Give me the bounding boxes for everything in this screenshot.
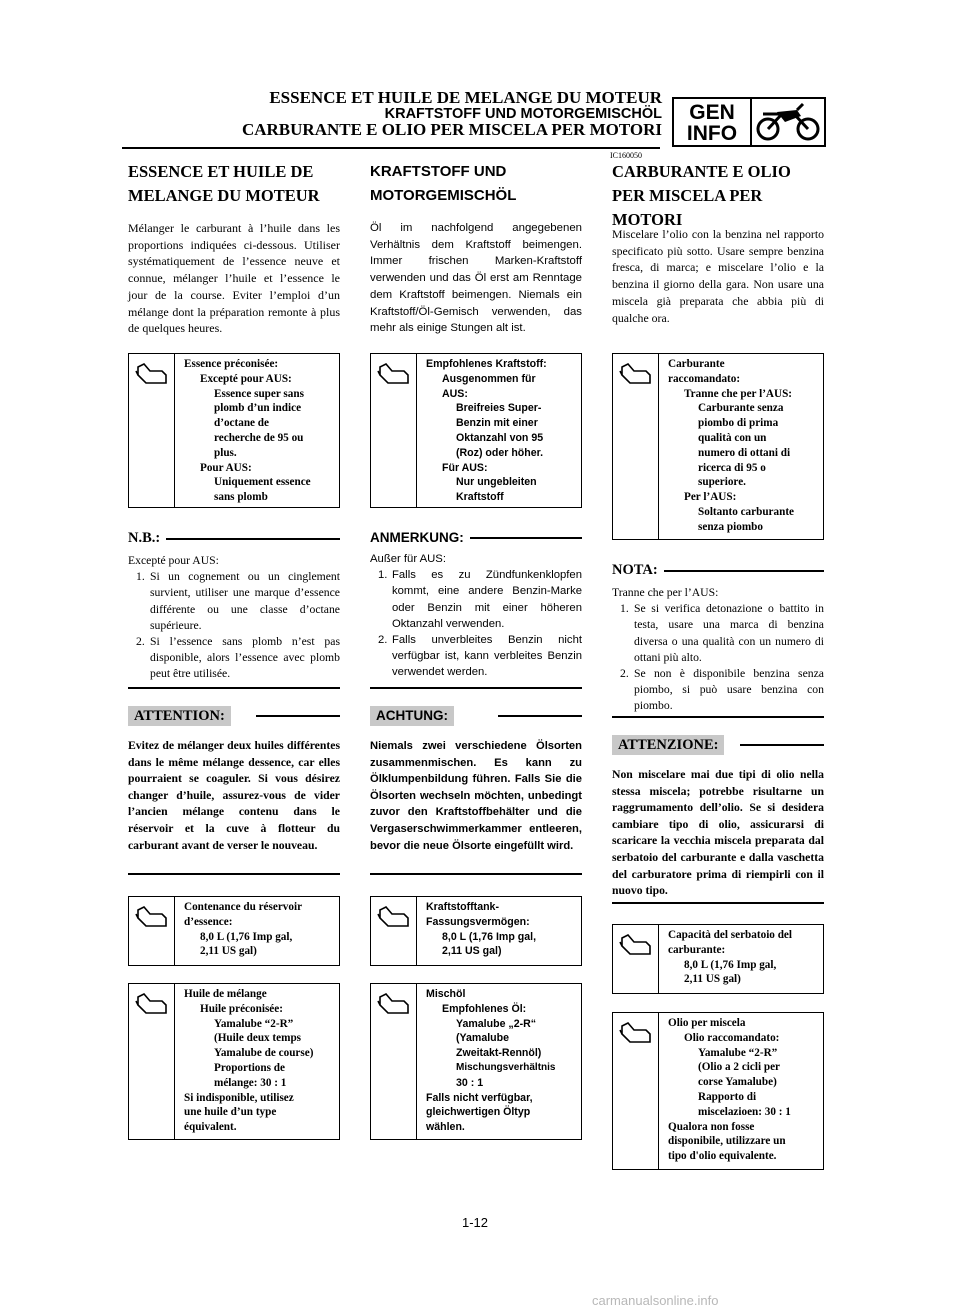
fuel-spec-icon <box>613 354 659 539</box>
spec-box-oil-fr: Huile de mélange Huile préconisée: Yamalube “2-R” (Huile deux temps Yamalube de course) Proportions de mélange: 30 : 1 Si indisponible, utilisez une huile d’un type équivalent. <box>128 983 340 1140</box>
note-title-it: NOTA: <box>612 562 658 578</box>
note-fr: N.B.: Excepté pour AUS: 1. Si un cognement ou un cinglement survient, utiliser une marque d’essence différente ou une classe d’octane supérieure. 2. Si l’essence sans plomb n’est pas disponible, alors l’essence avec plomb peut être utilisée. <box>128 530 340 681</box>
section-code: IC160050 <box>610 151 642 160</box>
caution-end-rule-fr <box>128 873 340 875</box>
note-end-rule-it <box>612 716 824 718</box>
badge-line1: GEN <box>689 101 735 124</box>
fuel-spec-icon <box>129 354 175 507</box>
oil-spec-icon <box>613 1013 659 1169</box>
fuel-spec-icon <box>613 925 659 993</box>
watermark: carmanualsonline.info <box>592 1293 719 1308</box>
spec-box-tank-it: Capacità del serbatoio del carburante: 8,0 L (1,76 Imp gal, 2,11 US gal) <box>612 924 824 994</box>
spec-box-oil-it: Olio per miscela Olio raccomandato: Yamalube “2-R” (Olio a 2 cicli per corse Yamalube) Rapporto di miscelazioen: 30 : 1 Qualora non fosse disponibile, utilizzare un tipo d'olio equivalente. <box>612 1012 824 1170</box>
note-de: ANMERKUNG: Außer für AUS: 1. Falls es zu Zündfunkenklopfen kommt, eine andere Benzin-Marke oder Benzin mit einer höheren Oktanzahl verwenden. 2. Falls unverbleites Benzin nicht verfügbar ist, kann verbleites Benzin verwendet werden. <box>370 530 582 679</box>
caution-de <box>370 706 582 854</box>
page-number: 1-12 <box>462 1215 489 1230</box>
caution-text-de: Niemals zwei verschiedene Ölsorten zusammenmischen. Es kann zu Ölklumpenbildung führen. Falls Sie die Ölsorten wechseln möchten, unbedingt zuvor den Kraftstoffbehälter und die Vergaserschwimmerkammer entleeren, bevor die neue Ölsorte eingefüllt wird. <box>370 740 582 852</box>
spec-box-tank-fr: Contenance du réservoir d’essence: 8,0 L (1,76 Imp gal, 2,11 US gal) <box>128 896 340 966</box>
oil-spec-icon <box>129 984 175 1139</box>
note-intro-fr: Excepté pour AUS: <box>128 554 219 567</box>
header-title-it: CARBURANTE E OLIO PER MISCELA PER MOTORI <box>241 120 662 139</box>
badge-line2: INFO <box>686 122 738 145</box>
intro-fr: Mélanger le carburant à l’huile dans les proportions indiquées ci-dessous. Utiliser systématiquement de l’essence neuve et connue, mélanger l’huile et l’essence le jour de la course. Eviter l’emploi d’un mélange dont la préparation remonte à plus de quelques heures. <box>128 221 340 336</box>
fuel-spec-icon <box>371 354 417 507</box>
note-end-rule-fr <box>128 687 340 689</box>
caution-fr <box>128 706 340 854</box>
motorcycle-icon <box>752 99 824 145</box>
oil-spec-icon <box>371 984 417 1139</box>
note-intro-de: Außer für AUS: <box>370 553 446 565</box>
heading-fr: ESSENCE ET HUILE DE MELANGE DU MOTEUR <box>128 162 320 205</box>
header-title-fr: ESSENCE ET HUILE DE MELANGE DU MOTEUR <box>269 88 662 107</box>
spec-box-tank-de: Kraftstofftank- Fassungsvermögen: 8,0 L (1,76 Imp gal, 2,11 US gal) <box>370 896 582 966</box>
spec-box-oil-de: Mischöl Empfohlenes Öl: Yamalube „2-R“ (Yamalube Zweitakt-Rennöl) Mischungsverhältnis 30 : 1 Falls nicht verfügbar, gleichwertigen Öltyp wählen. <box>370 983 582 1140</box>
caution-title-fr: ATTENTION: <box>128 706 231 726</box>
gen-info-badge <box>672 97 826 147</box>
caution-text-it: Non miscelare mai due tipi di olio nella stessa miscela; potrebbe risultarne un raggrumamento dell’olio. Se si desidera cambiare tipo di olio, assicurarsi di scaricare la vecchia miscela preparata dal serbatoio del carburante e dalla vaschetta del carburatore prima di riempirli con il nuovo tipo. <box>612 768 824 898</box>
header-title-de: KRAFTSTOFF UND MOTORGEMISCHÖL <box>384 106 662 122</box>
spec-box-fuel-de: Empfohlenes Kraftstoff: Ausgenommen für AUS: Breifreies Super- Benzin mit einer Oktanzahl von 95 (Roz) oder höher. Für AUS: Nur ungebleiten Kraftstoff <box>370 353 582 508</box>
caution-end-rule-de <box>370 873 582 875</box>
caution-title-de: ACHTUNG: <box>370 706 454 726</box>
fuel-spec-icon <box>129 897 175 965</box>
caution-it <box>612 735 824 900</box>
badge-text <box>674 99 752 145</box>
intro-de: Öl im nachfolgend angegebenen Verhältnis dem Kraftstoff beimengen. Immer frischen Marken-Kraftstoff verwenden und das Öl erst am Renntage dem Kraftstoff beimengen. Niemals ein Kraftstoff/Öl-Gemisch verwenden, das mehr als einige Stungen alt ist. <box>370 222 582 335</box>
column-fr <box>128 160 340 1134</box>
spec-box-fuel-fr: Essence préconisée: Excepté pour AUS: Essence super sans plomb d’un indice d’octane de recherche de 95 ou plus. Pour AUS: Uniquement essence sans plomb <box>128 353 340 508</box>
caution-title-it: ATTENZIONE: <box>612 735 724 755</box>
heading-de: KRAFTSTOFF UND MOTORGEMISCHÖL <box>370 163 517 204</box>
fuel-spec-icon <box>371 897 417 965</box>
note-title-de: ANMERKUNG: <box>370 530 464 545</box>
caution-end-rule-it <box>612 902 824 904</box>
note-it: NOTA: Tranne che per l’AUS: 1. Se si verifica detonazione o battito in testa, usare una marca di benzina diversa o una qualità con un numero di ottani più alto. 2. Se non è disponibile benzina senza piombo, si può usare benzina con piombo. <box>612 562 824 713</box>
caution-text-fr: Evitez de mélanger deux huiles différentes dans le même mélange dessence, car elles pourraient se coaguler. Si vous désirez changer d’huile, assurez-vous de vider l’ancien mélange contenu dans le réservoir et la cuve à flotteur du carburant avant de verser le nouveau. <box>128 739 340 852</box>
note-intro-it: Tranne che per l’AUS: <box>612 586 719 599</box>
column-it <box>612 160 824 1163</box>
note-title-fr: N.B.: <box>128 530 161 546</box>
header-rule <box>122 147 660 149</box>
header-titles <box>242 90 662 138</box>
column-de <box>370 160 582 1134</box>
spec-box-fuel-it: Carburante raccomandato: Tranne che per l’AUS: Carburante senza piombo di prima qualità con un numero di ottani di ricerca di 95 o superiore. Per l’AUS: Soltanto carburante senza piombo <box>612 353 824 540</box>
intro-it: Miscelare l’olio con la benzina nel rapporto specificato più sotto. Usare sempre benzina fresca, di marca; e miscelare l’olio e la benzina il giorno della gara. Non usare una miscela già preparata che abbia più di qualche ora. <box>612 227 824 325</box>
heading-it: CARBURANTE E OLIO PER MISCELA PER MOTORI <box>612 162 791 229</box>
note-end-rule-de <box>370 687 582 689</box>
